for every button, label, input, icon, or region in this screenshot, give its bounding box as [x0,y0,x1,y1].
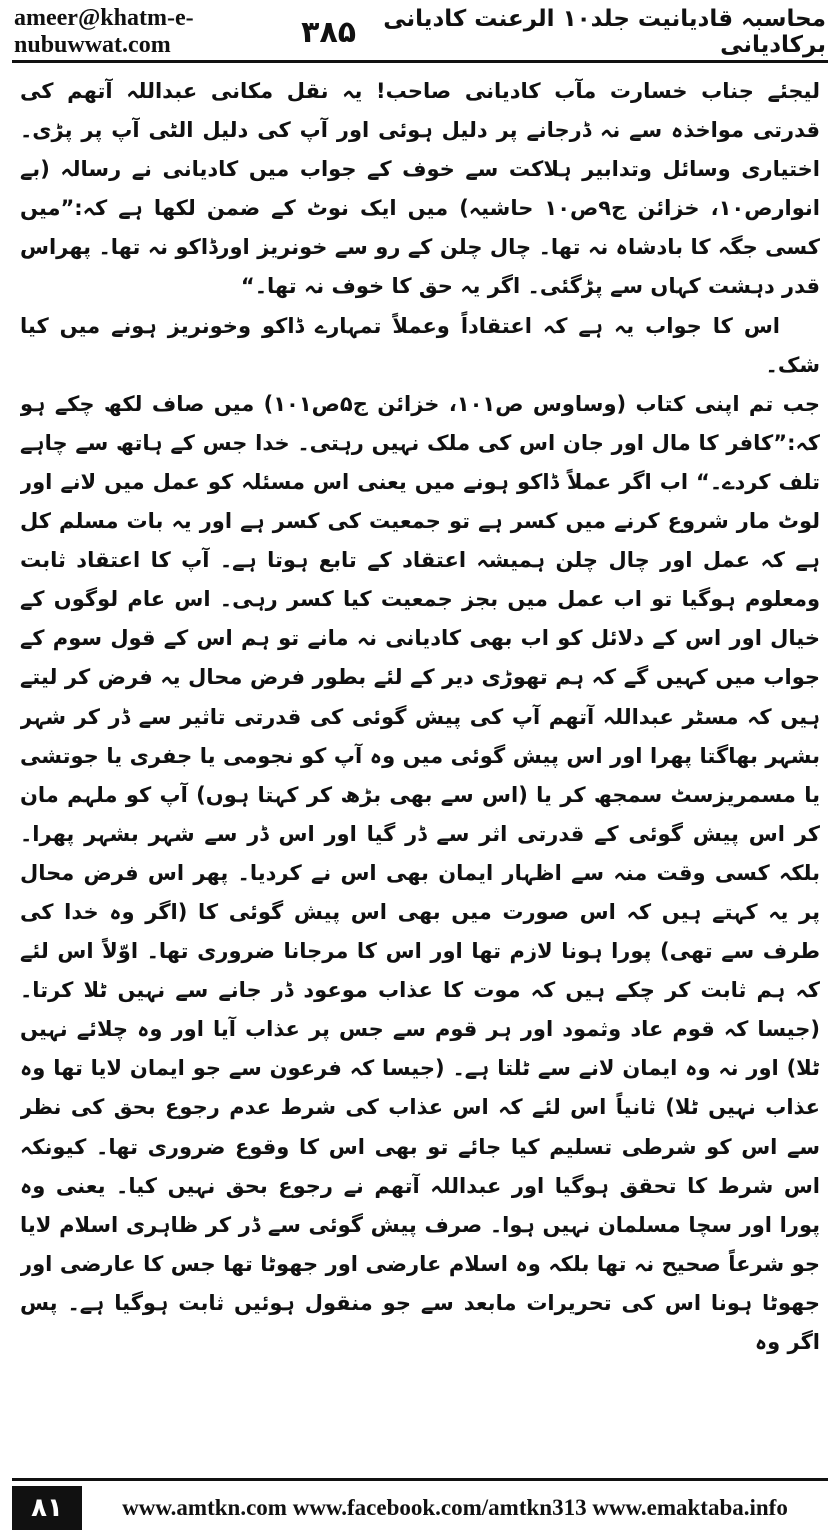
paragraph-2: اس کا جواب یہ ہے کہ اعتقاداً وعملاً تمہارے ڈاکو وخونریز ہونے میں کیا شک۔ [20,313,820,377]
footer-page-number: ۸۱ [12,1486,82,1530]
header-rule [12,60,828,63]
header-email: ameer@khatm-e-nubuwwat.com [14,5,194,58]
paragraph-1: لیجئے جناب خسارت مآب کادیانی صاحب! یہ نقل مکانی عبداللہ آتھم کی قدرتی مواخذہ سے نہ ڈرجانے پر دلیل ہوئی اور آپ کی دلیل الٹی آپ پر پڑی۔ اختیاری وسائل وتدابیر ہلاکت سے خوف کے جواب میں کادیانی نے رسالہ (بے انوارص۱۰، خزائن ج۹ص۱۰ حاشیہ) میں ایک نوٹ کے ضمن لکھا ہے کہ:”میں کسی جگہ کا بادشاہ نہ تھا۔ چال چلن کے رو سے خونریز اورڈاکو نہ تھا۔ پھراس قدر دہشت کہاں سے پڑگئی۔ اگر یہ حق کا خوف نہ تھا۔“ [20,79,820,299]
page-header [14,5,826,58]
header-left [14,5,356,59]
footer-rule [12,1478,828,1481]
body-text [20,72,820,1470]
header-page-number: ۳۸۵ [301,14,357,50]
header-book-title: محاسبہ قادیانیت جلد۱۰ الرعنت کادیانی برکادیانی [383,6,826,58]
page-footer [12,1486,828,1530]
footer-links: www.amtkn.com www.facebook.com/amtkn313 www.emaktaba.info [122,1495,788,1520]
paragraph-3: جب تم اپنی کتاب (وساوس ص۱۰۱، خزائن ج۵ص۱۰۱) میں صاف لکھ چکے ہو کہ:”کافر کا مال اور جان اس کی ملک نہیں رہتی۔ خدا جس کے ہاتھ سے چاہے تلف کردے۔“ اب اگر عملاً ڈاکو ہونے میں یعنی اس مسئلہ کو عمل میں لانے اور لوٹ مار شروع کرنے میں کسر ہے تو جمعیت کی کسر ہے اور یہ بات مسلم کل ہے کہ عمل اور چال چلن ہمیشہ اعتقاد کے تابع ہوتا ہے۔ آپ کا اعتقاد ثابت ومعلوم ہوگیا تو اب عمل میں بجز جمعیت کیا کسر رہی۔ اس عام لوگوں کے خیال اور اس کے دلائل کو اب بھی کادیانی نہ مانے تو ہم اس کے قول سوم کے جواب میں کہیں گے کہ ہم تھوڑی دیر کے لئے بطور فرض محال یہ فرض کر لیتے ہیں کہ مسٹر عبداللہ آتھم آپ کی پیش گوئی کی قدرتی تاثیر سے ڈر کر شہر بشہر بھاگتا پھرا اور اس پیش گوئی میں وہ آپ کو نجومی یا جفری یا جوتشی یا مسمریزسٹ سمجھ کر یا (اس سے بھی بڑھ کر کہتا ہوں) آپ کو ملہم مان کر اس پیش گوئی کے قدرتی اثر سے ڈر گیا اور اس ڈر سے شہر بشہر پھرا۔ بلکہ کسی وقت منہ سے اظہار ایمان بھی اس نے کردیا۔ پھر اس فرض محال پر یہ کہتے ہیں کہ اس صورت میں بھی اس پیش گوئی کا (اگر وہ خدا کی طرف سے تھی) پورا ہونا لازم تھا اور اس کا مرجانا ضروری تھا۔ اوّلاً اس لئے کہ ہم ثابت کر چکے ہیں کہ موت کا عذاب موعود ڈر جانے سے نہیں ٹلا کرتا۔ (جیسا کہ قوم عاد وثمود اور ہر قوم سے جس پر عذاب آیا اور وہ چلائے نہیں ٹلا) اور نہ وہ ایمان لانے سے ٹلتا ہے۔ (جیسا کہ فرعون سے جو ایمان لایا تھا وہ عذاب نہیں ٹلا) ثانیاً اس لئے کہ اس عذاب کی شرط عدم رجوع بحق کی نظر سے اس کو شرطی تسلیم کیا جائے تو بھی اس کا وقوع ضروری تھا۔ کیونکہ اس شرط کا تحقق ہوگیا اور عبداللہ آتھم نے رجوع بحق نہیں کیا۔ یعنی وہ پورا اور سچا مسلمان نہیں ہوا۔ صرف پیش گوئی سے ڈر کر ظاہری اسلام لایا جو شرعاً صحیح نہ تھا بلکہ وہ اسلام عارضی اور جھوٹا تھا جس کا عارضی اور جھوٹا ہونا اس کی تحریرات مابعد سے جو منقول ہوئیں ثابت ہوگیا ہے۔ پس اگر وہ [20,391,820,1354]
